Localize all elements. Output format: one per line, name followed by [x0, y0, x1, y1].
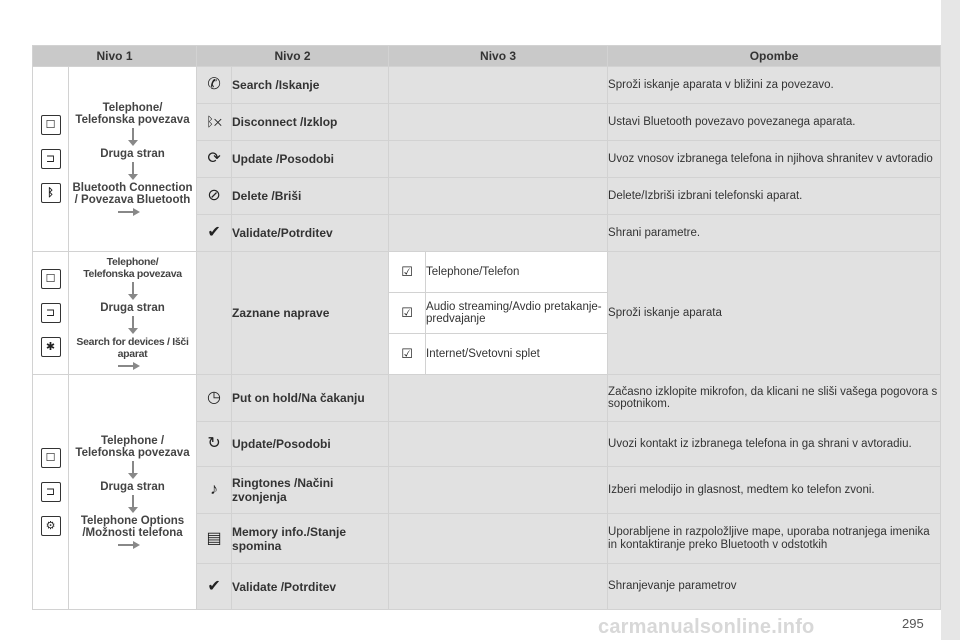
- header-nivo1: Nivo 1: [33, 46, 197, 67]
- nav-druga-stran: Druga stran: [100, 148, 165, 160]
- memory-label: Memory info./Stanje spomina: [232, 514, 389, 564]
- header-opombe: Opombe: [608, 46, 941, 67]
- delete-note: Delete/Izbriši izbrani telefonski aparat.: [608, 178, 941, 215]
- nivo1-symbols: [33, 67, 69, 252]
- hold-note: Začasno izklopite mikrofon, da klicani ne sliši vašega pogovora s sopotnikom.: [608, 375, 941, 422]
- nivo1-navigation: [69, 375, 197, 610]
- checkbox-icon: ☑: [389, 252, 426, 293]
- zaznane-note: Sproži iskanje aparata: [608, 252, 941, 375]
- ringtone-icon: ♪: [197, 467, 232, 514]
- header-nivo3: Nivo 3: [389, 46, 608, 67]
- checkmark-icon: ✔: [197, 215, 232, 252]
- nivo1-navigation: [69, 67, 197, 252]
- disconnect-label: Disconnect /Izklop: [232, 104, 389, 141]
- option-internet: Internet/Svetovni splet: [426, 334, 608, 375]
- nav-telephone: Telephone/: [102, 102, 163, 114]
- validate-label: Validate/Potrditev: [232, 215, 389, 252]
- nav-druga-stran: Druga stran: [100, 302, 165, 314]
- phone-options-icon: ⚙: [41, 516, 61, 536]
- next-page-icon: ⊐: [41, 149, 61, 169]
- delete-icon: ⊘: [197, 178, 232, 215]
- empty-cell: [389, 104, 608, 141]
- checkbox-icon: ☑: [389, 293, 426, 334]
- phone-menu-icon: ☐: [41, 269, 61, 289]
- nav-telephone-options: Telephone Options /Možnosti telefona: [80, 515, 185, 539]
- nav-druga-stran: Druga stran: [100, 481, 165, 493]
- right-arrow-icon: [118, 541, 140, 549]
- empty-cell: [389, 422, 608, 467]
- table-row: [33, 375, 941, 422]
- nav-bluetooth-connection: Bluetooth Connection / Povezava Bluetooth: [72, 182, 193, 206]
- page-number: 295: [902, 616, 924, 631]
- update-note: Uvoz vnosov izbranega telefona in njihova shranitev v avtoradio: [608, 141, 941, 178]
- settings-table: [32, 45, 941, 610]
- search-phone-icon: ✆: [197, 67, 232, 104]
- watermark: carmanualsonline.info: [598, 616, 815, 638]
- update-icon: ⟳: [197, 141, 232, 178]
- empty-cell: [389, 215, 608, 252]
- nav-telefonska-povezava: Telefonska povezava: [75, 447, 190, 459]
- search-label: Search /Iskanje: [232, 67, 389, 104]
- hold-label: Put on hold/Na čakanju: [232, 375, 389, 422]
- update-note: Uvozi kontakt iz izbranega telefona in ga shrani v avtoradiu.: [608, 422, 941, 467]
- phone-menu-icon: ☐: [41, 115, 61, 135]
- phone-menu-icon: ☐: [41, 448, 61, 468]
- empty-cell: [389, 67, 608, 104]
- nivo1-symbols: [33, 252, 69, 375]
- nav-telephone: Telephone /: [100, 435, 165, 447]
- zaznane-naprave-label: Zaznane naprave: [232, 252, 389, 375]
- hold-icon: ◷: [197, 375, 232, 422]
- delete-label: Delete /Briši: [232, 178, 389, 215]
- checkmark-icon: ✔: [197, 564, 232, 610]
- search-note: Sproži iskanje aparata v bližini za povezavo.: [608, 67, 941, 104]
- nav-search-devices: Search for devices / Išči aparat: [76, 336, 189, 360]
- empty-cell: [197, 252, 232, 375]
- empty-cell: [389, 564, 608, 610]
- nivo1-navigation: [69, 252, 197, 375]
- validate-label: Validate /Potrditev: [232, 564, 389, 610]
- disconnect-note: Ustavi Bluetooth povezavo povezanega aparata.: [608, 104, 941, 141]
- right-arrow-icon: [118, 208, 140, 216]
- nav-telephone: Telephone/: [106, 256, 159, 268]
- ringtones-label: Ringtones /Načini zvonjenja: [232, 467, 389, 514]
- ringtones-note: Izberi melodijo in glasnost, medtem ko telefon zvoni.: [608, 467, 941, 514]
- bluetooth-icon: ᛒ: [41, 183, 61, 203]
- empty-cell: [389, 514, 608, 564]
- empty-cell: [389, 178, 608, 215]
- header-nivo2: Nivo 2: [197, 46, 389, 67]
- search-devices-icon: ✱: [41, 337, 61, 357]
- nivo1-symbols: [33, 375, 69, 610]
- nav-telefonska-povezava: Telefonska povezava: [83, 268, 182, 280]
- right-arrow-icon: [118, 362, 140, 370]
- empty-cell: [389, 375, 608, 422]
- page-sidebar: [941, 0, 960, 640]
- disconnect-icon: ᛒ✕: [197, 104, 232, 141]
- next-page-icon: ⊐: [41, 303, 61, 323]
- nav-telefonska-povezava: Telefonska povezava: [75, 114, 190, 126]
- next-page-icon: ⊐: [41, 482, 61, 502]
- empty-cell: [389, 467, 608, 514]
- update-label: Update/Posodobi: [232, 422, 389, 467]
- table-row: [33, 67, 941, 104]
- validate-note: Shrani parametre.: [608, 215, 941, 252]
- update-label: Update /Posodobi: [232, 141, 389, 178]
- table-row: [33, 252, 941, 293]
- option-telephone: Telephone/Telefon: [426, 252, 608, 293]
- empty-cell: [389, 141, 608, 178]
- checkbox-icon: ☑: [389, 334, 426, 375]
- memory-icon: ▤: [197, 514, 232, 564]
- memory-note: Uporabljene in razpoložljive mape, uporaba notranjega imenika in kontaktiranje preko Bluetooth v odstotkih: [608, 514, 941, 564]
- sync-icon: ↻: [197, 422, 232, 467]
- table-header-row: [33, 46, 941, 67]
- validate-note: Shranjevanje parametrov: [608, 564, 941, 610]
- option-audio-streaming: Audio streaming/Avdio pretakanje-predvajanje: [426, 293, 608, 334]
